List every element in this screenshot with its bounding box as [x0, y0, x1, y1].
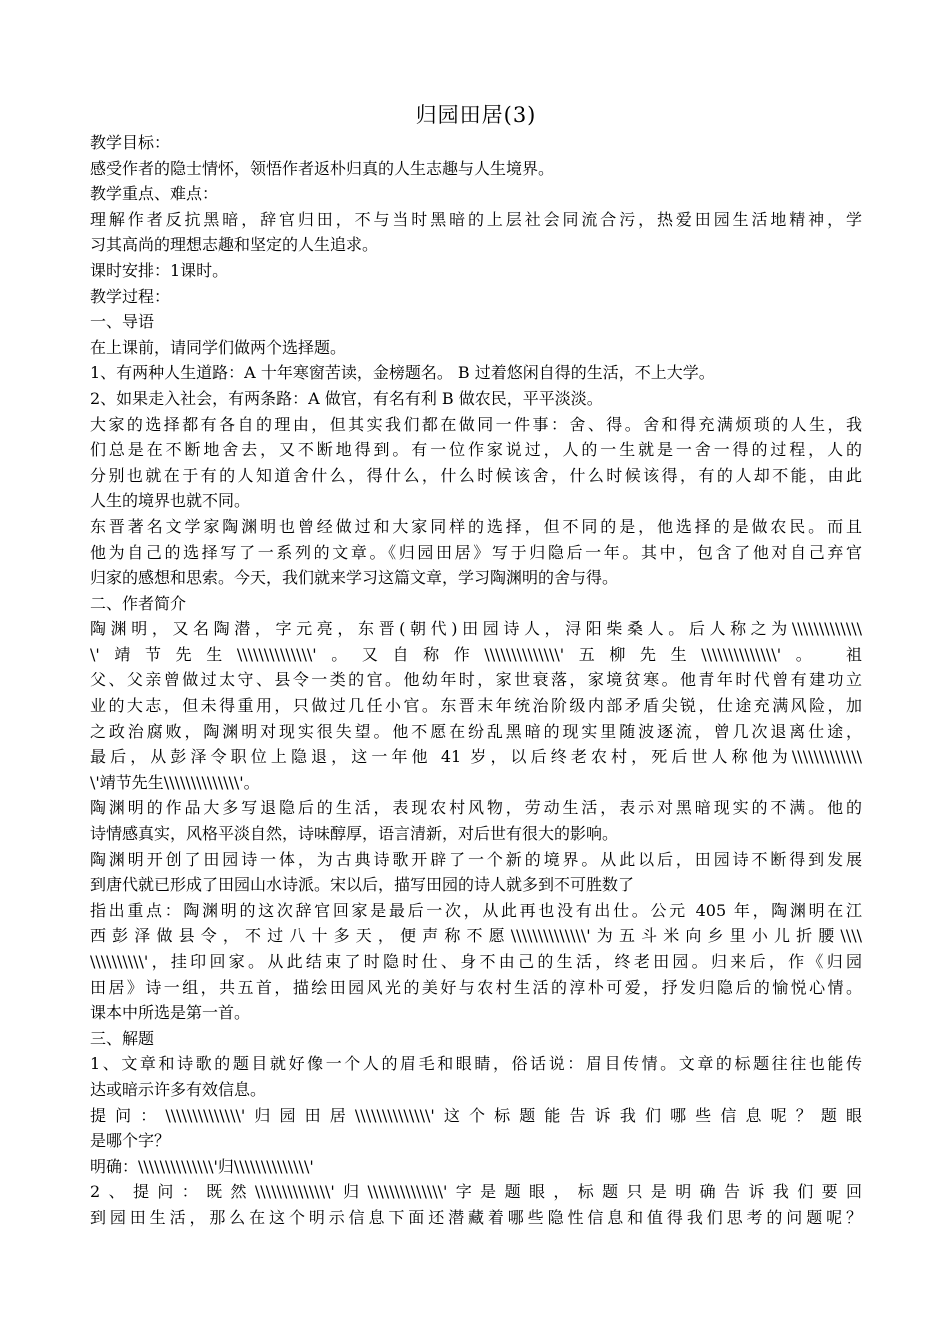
text-line: 理解作者反抗黑暗，辞官归田，不与当时黑暗的上层社会同流合污，热爱田园生活地精神，学 [90, 209, 862, 229]
text-line: \\\\\\\\\\'，挂印回家。从此结束了时隐时仕、身不由己的生活，终老田园。归来后，作《归园 [90, 952, 862, 971]
text-line: 课本中所选是第一首。 [90, 1003, 251, 1023]
document-title: 归园田居(3) [415, 103, 537, 127]
text-line: 之政治腐败，陶渊明对现实很失望。他不愿在纷乱黑暗的现实里随波逐流，曾几次退离仕途， [90, 721, 862, 741]
document-body [90, 130, 862, 1231]
text-line: 到园田生活，那么在这个明示信息下面还潜藏着哪些隐性信息和值得我们思考的问题呢？ [90, 1207, 862, 1227]
text-line: 2、如果走入社会，有两条路：A 做官，有名有利 B 做农民，平平淡淡。 [90, 388, 603, 408]
text-line: 陶渊明，又名陶潜，字元亮，东晋(朝代)田园诗人，浔阳柴桑人。后人称之为\\\\\\\\\\\\\ [90, 619, 862, 639]
text-line: 感受作者的隐士情怀，领悟作者返朴归真的人生志趣与人生境界。 [90, 158, 555, 178]
text-line: 2、提问：既然\\\\\\\\\\\\\\'归\\\\\\\\\\\\\\'字是题眼，标题只是明确告诉我们要回 [90, 1182, 862, 1202]
text-line: 西彭泽做县令，不过八十多天，便声称不愿\\\\\\\\\\\\\\'为五斗米向乡里小儿折腰\\\\ [90, 926, 862, 946]
text-line: 父、父亲曾做过太守、县令一类的官。他幼年时，家世衰落，家境贫寒。他青年时代曾有建功立 [90, 670, 862, 690]
text-line: 归家的感想和思索。今天，我们就来学习这篇文章，学习陶渊明的舍与得。 [90, 568, 619, 588]
text-line: 习其高尚的理想志趣和坚定的人生追求。 [90, 235, 379, 255]
text-line: \'靖节先生\\\\\\\\\\\\\\'。 [90, 772, 260, 792]
text-line: 陶渊明开创了田园诗一体，为古典诗歌开辟了一个新的境界。从此以后，田园诗不断得到发展 [90, 849, 862, 869]
text-line: 大家的选择都有各自的理由，但其实我们都在做同一件事：舍、得。舍和得充满烦琐的人生，我 [90, 414, 862, 434]
text-line: 二、作者简介 [90, 593, 187, 613]
text-line: 三、解题 [90, 1028, 155, 1048]
text-line: 陶渊明的作品大多写退隐后的生活，表现农村风物，劳动生活，表示对黑暗现实的不满。他的 [90, 798, 862, 818]
text-line: 1、文章和诗歌的题目就好像一个人的眉毛和眼睛，俗话说：眉目传情。文章的标题往往也能传 [90, 1054, 862, 1074]
text-line: 分别也就在于有的人知道舍什么，得什么，什么时候该舍，什么时候该得，有的人却不能，由此 [90, 465, 862, 485]
text-line: 到唐代就已形成了田园山水诗派。宋以后，描写田园的诗人就多到不可胜数了 [90, 875, 635, 895]
document-page [90, 100, 862, 1231]
text-line: 教学过程： [90, 286, 171, 306]
text-line: 们总是在不断地舍去，又不断地得到。有一位作家说过，人的一生就是一舍一得的过程，人的 [90, 440, 862, 460]
text-line: 田居》诗一组，共五首，描绘田园风光的美好与农村生活的淳朴可爱，抒发归隐后的愉悦心情。 [90, 977, 862, 997]
text-line: 他为自己的选择写了一系列的文章。《归园田居》写于归隐后一年。其中，包含了他对自己弃官 [90, 542, 862, 562]
text-line: 1、有两种人生道路：A 十年寒窗苦读，金榜题名。 B 过着悠闲自得的生活，不上大学。 [90, 363, 715, 383]
text-line: 明确：\\\\\\\\\\\\\\'归\\\\\\\\\\\\\\' [90, 1156, 314, 1176]
text-line: 教学目标： [90, 133, 171, 152]
text-line: 指出重点：陶渊明的这次辞官回家是最后一次，从此再也没有出仕。公元 405 年，陶渊明在江 [90, 900, 862, 920]
text-line: 达或暗示许多有效信息。 [90, 1079, 267, 1099]
text-line: 教学重点、难点： [90, 184, 219, 204]
text-line: \'靖节先生\\\\\\\\\\\\\\'。又自称作\\\\\\\\\\\\\\'五柳先生\\\\\\\\\\\\\\'。 祖 [90, 644, 862, 664]
text-line: 最后，从彭泽令职位上隐退，这一年他 41 岁，以后终老农村，死后世人称他为\\\\\\\\\\\\\ [90, 747, 862, 767]
text-line: 诗情感真实，风格平淡自然，诗味醇厚，语言清新，对后世有很大的影响。 [90, 824, 619, 844]
text-line: 提问：\\\\\\\\\\\\\\'归园田居\\\\\\\\\\\\\\'这个标题能告诉我们哪些信息呢？题眼 [90, 1105, 862, 1125]
text-line: 一、导语 [90, 312, 155, 332]
text-line: 人生的境界也就不同。 [90, 491, 251, 511]
text-line: 课时安排：1课时。 [90, 260, 229, 280]
text-line: 在上课前，请同学们做两个选择题。 [90, 337, 347, 357]
text-line: 是哪个字？ [90, 1131, 171, 1151]
text-line: 东晋著名文学家陶渊明也曾经做过和大家同样的选择，但不同的是，他选择的是做农民。而且 [90, 516, 862, 536]
text-line: 业的大志，但未得重用，只做过几任小官。东晋末年统治阶级内部矛盾尖锐，仕途充满风险，加 [90, 696, 862, 716]
